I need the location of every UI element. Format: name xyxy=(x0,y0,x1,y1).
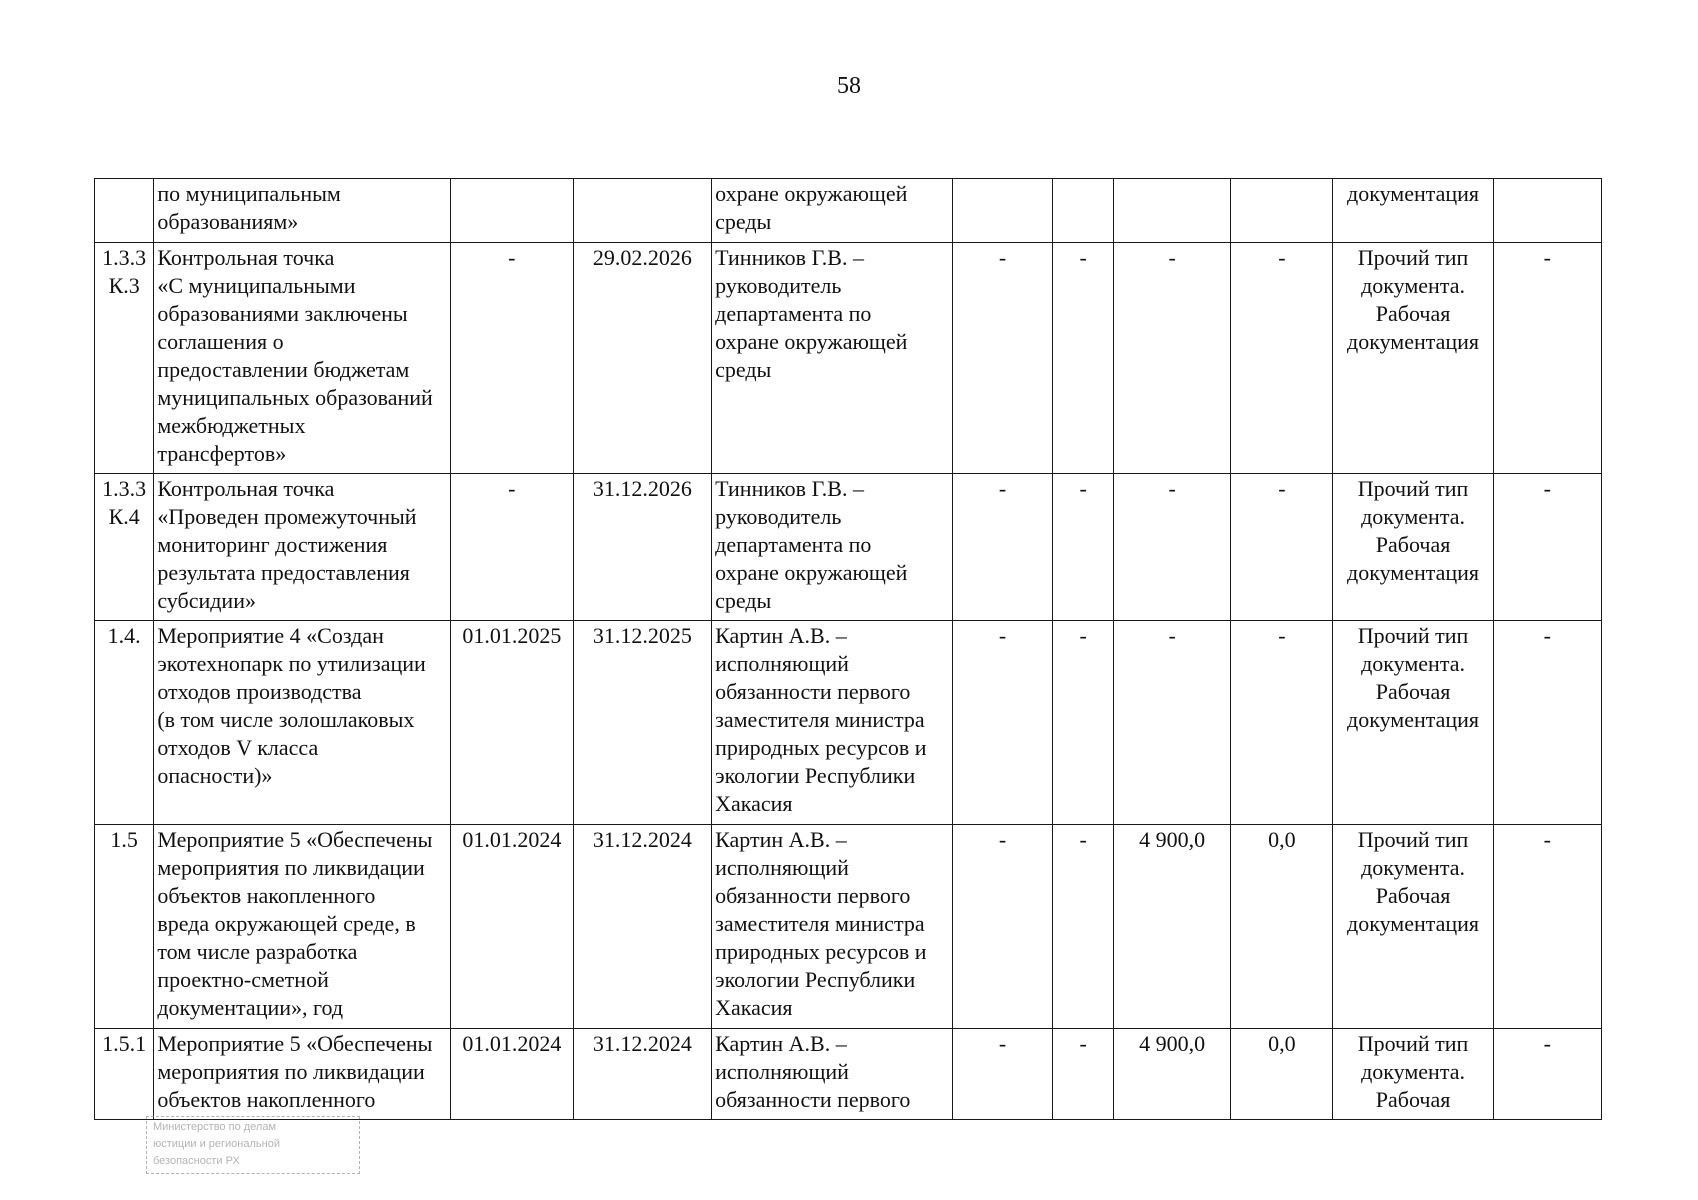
row-number-cell: 1.3.3 К.3 xyxy=(95,243,154,474)
value-cell-1: - xyxy=(952,243,1053,474)
last-column-cell: - xyxy=(1493,243,1601,474)
value-cell-3: 4 900,0 xyxy=(1113,825,1231,1029)
table-row xyxy=(95,825,1602,1029)
plan-table xyxy=(94,178,1602,1120)
value-cell-2: - xyxy=(1053,1029,1113,1120)
responsible-cell: Картин А.В. – исполняющий обязанности первого xyxy=(712,1029,952,1120)
start-date-cell: 01.01.2025 xyxy=(450,621,573,825)
value-cell-2: - xyxy=(1053,474,1113,621)
document-type-cell: Прочий тип документа. Рабочая xyxy=(1333,1029,1493,1120)
event-name-cell: Мероприятие 5 «Обеспечены мероприятия по ликвидации объектов накопленного xyxy=(154,1029,451,1120)
document-type-cell: Прочий тип документа. Рабочая документация xyxy=(1333,474,1493,621)
value-cell-3: - xyxy=(1113,621,1231,825)
row-number-cell xyxy=(95,179,154,243)
registration-stamp xyxy=(146,1116,360,1174)
value-cell-2: - xyxy=(1053,621,1113,825)
value-cell-1: - xyxy=(952,474,1053,621)
value-cell-3 xyxy=(1113,179,1231,243)
value-cell-4: - xyxy=(1231,474,1333,621)
end-date-cell: 31.12.2026 xyxy=(573,474,711,621)
table-body xyxy=(95,179,1602,1120)
value-cell-4: 0,0 xyxy=(1231,1029,1333,1120)
last-column-cell: - xyxy=(1493,1029,1601,1120)
event-name-cell: Контрольная точка «С муниципальными образованиями заключены соглашения о предоставлении бюджетам муниципальных образований межбюджетных трансфертов» xyxy=(154,243,451,474)
table-row xyxy=(95,243,1602,474)
row-number-cell: 1.5.1 xyxy=(95,1029,154,1120)
row-number-cell: 1.5 xyxy=(95,825,154,1029)
stamp-line: Министерство по делам xyxy=(153,1121,277,1133)
responsible-cell: Картин А.В. – исполняющий обязанности первого заместителя министра природных ресурсов и экологии Республики Хакасия xyxy=(712,825,952,1029)
stamp-line: безопасности РХ xyxy=(153,1155,240,1167)
value-cell-4: 0,0 xyxy=(1231,825,1333,1029)
event-name-cell: по муниципальным образованиям» xyxy=(154,179,451,243)
responsible-cell: Тинников Г.В. – руководитель департамента по охране окружающей среды xyxy=(712,474,952,621)
last-column-cell xyxy=(1493,179,1601,243)
value-cell-4: - xyxy=(1231,243,1333,474)
value-cell-1: - xyxy=(952,1029,1053,1120)
start-date-cell: 01.01.2024 xyxy=(450,1029,573,1120)
table-row xyxy=(95,179,1602,243)
last-column-cell: - xyxy=(1493,825,1601,1029)
table-row xyxy=(95,474,1602,621)
value-cell-2 xyxy=(1053,179,1113,243)
value-cell-2: - xyxy=(1053,243,1113,474)
start-date-cell: - xyxy=(450,474,573,621)
value-cell-4 xyxy=(1231,179,1333,243)
end-date-cell xyxy=(573,179,711,243)
event-name-cell: Мероприятие 4 «Создан экотехнопарк по утилизации отходов производства (в том числе золошлаковых отходов V класса опасности)» xyxy=(154,621,451,825)
table-row xyxy=(95,1029,1602,1120)
value-cell-1 xyxy=(952,179,1053,243)
value-cell-3: 4 900,0 xyxy=(1113,1029,1231,1120)
end-date-cell: 29.02.2026 xyxy=(573,243,711,474)
start-date-cell: - xyxy=(450,243,573,474)
value-cell-1: - xyxy=(952,621,1053,825)
value-cell-3: - xyxy=(1113,243,1231,474)
last-column-cell: - xyxy=(1493,474,1601,621)
end-date-cell: 31.12.2024 xyxy=(573,825,711,1029)
event-name-cell: Контрольная точка «Проведен промежуточный мониторинг достижения результата предоставления субсидии» xyxy=(154,474,451,621)
end-date-cell: 31.12.2025 xyxy=(573,621,711,825)
document-type-cell: Прочий тип документа. Рабочая документация xyxy=(1333,621,1493,825)
responsible-cell: Тинников Г.В. – руководитель департамента по охране окружающей среды xyxy=(712,243,952,474)
responsible-cell: Картин А.В. – исполняющий обязанности первого заместителя министра природных ресурсов и экологии Республики Хакасия xyxy=(712,621,952,825)
end-date-cell: 31.12.2024 xyxy=(573,1029,711,1120)
start-date-cell: 01.01.2024 xyxy=(450,825,573,1029)
row-number-cell: 1.3.3 К.4 xyxy=(95,474,154,621)
start-date-cell xyxy=(450,179,573,243)
last-column-cell: - xyxy=(1493,621,1601,825)
value-cell-4: - xyxy=(1231,621,1333,825)
stamp-line: юстиции и региональной xyxy=(153,1138,280,1150)
value-cell-2: - xyxy=(1053,825,1113,1029)
table-row xyxy=(95,621,1602,825)
value-cell-1: - xyxy=(952,825,1053,1029)
value-cell-3: - xyxy=(1113,474,1231,621)
responsible-cell: охране окружающей среды xyxy=(712,179,952,243)
document-type-cell: Прочий тип документа. Рабочая документация xyxy=(1333,825,1493,1029)
page-number: 58 xyxy=(837,73,861,99)
row-number-cell: 1.4. xyxy=(95,621,154,825)
document-type-cell: документация xyxy=(1333,179,1493,243)
document-type-cell: Прочий тип документа. Рабочая документация xyxy=(1333,243,1493,474)
event-name-cell: Мероприятие 5 «Обеспечены мероприятия по ликвидации объектов накопленного вреда окружающей среде, в том числе разработка проектно-сметной документации», год xyxy=(154,825,451,1029)
